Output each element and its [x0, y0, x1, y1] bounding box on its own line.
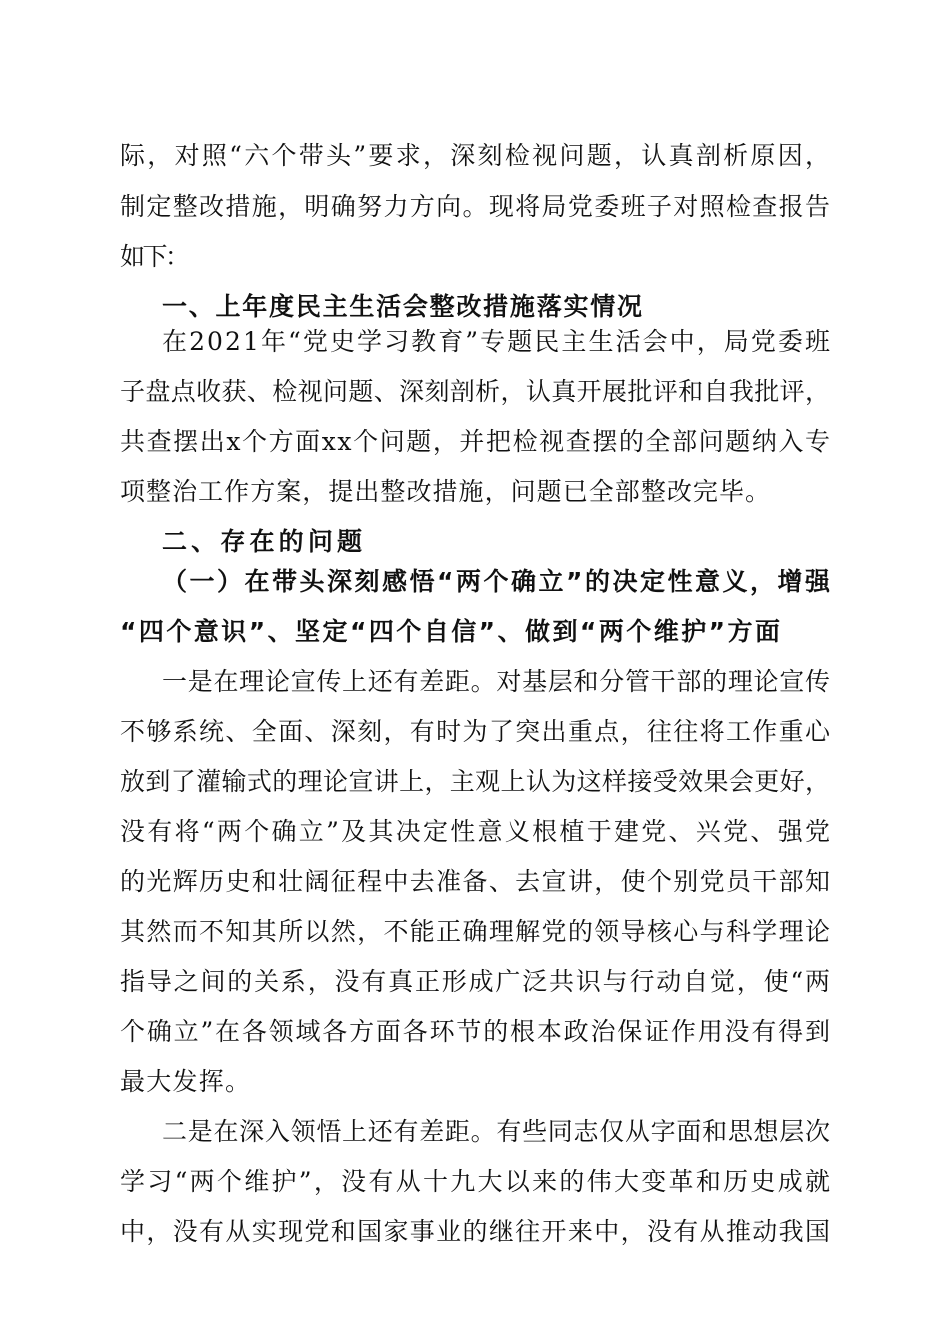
heading-text: 二、存在的问题 — [162, 527, 367, 556]
line-text: 最大发挥。 — [120, 1067, 252, 1096]
line-text: 其然而不知其所以然，不能正确理解党的领导核心与科学理论 — [120, 917, 832, 946]
line-text: 制定整改措施，明确努力方向。现将局党委班子对照检查报告 — [120, 192, 832, 221]
text-line — [0, 370, 950, 414]
text-line — [0, 910, 950, 954]
line-text: 个确立”在各领域各方面各环节的根本政治保证作用没有得到 — [120, 1017, 832, 1046]
text-line — [0, 1060, 950, 1104]
text-line — [0, 760, 950, 804]
line-text: 不够系统、全面、深刻，有时为了突出重点，往往将工作重心 — [120, 717, 832, 746]
heading-text: （一）在带头深刻感悟“两个确立”的决定性意义，增强 — [162, 567, 833, 596]
text-line — [0, 134, 950, 178]
heading-text: “四个意识”、坚定“四个自信”、做到“两个维护”方面 — [120, 617, 783, 646]
text-line — [0, 860, 950, 904]
text-line — [0, 660, 950, 704]
line-text: 子盘点收获、检视问题、深刻剖析，认真开展批评和自我批评， — [120, 377, 831, 406]
line-text: 指导之间的关系，没有真正形成广泛共识与行动自觉，使“两 — [120, 967, 832, 996]
text-line — [0, 320, 950, 364]
line-text: 共查摆出x个方面xx个问题，并把检视查摆的全部问题纳入专 — [120, 427, 832, 456]
text-line — [0, 1110, 950, 1154]
text-line — [0, 960, 950, 1004]
text-line — [0, 1010, 950, 1054]
text-line — [0, 1210, 950, 1254]
heading-text: 一、上年度民主生活会整改措施落实情况 — [162, 292, 644, 321]
subsection-heading — [0, 560, 950, 604]
text-line — [0, 235, 950, 279]
text-line — [0, 1160, 950, 1204]
line-text: 一是在理论宣传上还有差距。对基层和分管干部的理论宣传 — [162, 667, 831, 696]
line-text: 的光辉历史和壮阔征程中去准备、去宣讲，使个别党员干部知 — [120, 867, 832, 896]
line-text: 放到了灌输式的理论宣讲上，主观上认为这样接受效果会更好， — [120, 767, 831, 796]
line-text: 没有将“两个确立”及其决定性意义根植于建党、兴党、强党 — [120, 817, 833, 846]
line-text: 如下： — [120, 242, 188, 271]
text-line — [0, 470, 950, 514]
line-text: 中，没有从实现党和国家事业的继往开来中，没有从推动我国 — [120, 1217, 832, 1246]
line-text: 二是在深入领悟上还有差距。有些同志仅从字面和思想层次 — [162, 1117, 831, 1146]
text-line — [0, 810, 950, 854]
text-line — [0, 420, 950, 464]
text-line — [0, 185, 950, 229]
subsection-heading — [0, 610, 950, 654]
text-line — [0, 710, 950, 754]
line-text: 际，对照“六个带头”要求，深刻检视问题，认真剖析原因， — [120, 141, 833, 170]
line-text: 在2021年“党史学习教育”专题民主生活会中，局党委班 — [162, 327, 833, 356]
line-text: 项整治工作方案，提出整改措施，问题已全部整改完毕。 — [120, 477, 772, 506]
line-text: 学习“两个维护”，没有从十九大以来的伟大变革和历史成就 — [120, 1167, 833, 1196]
section-heading — [0, 520, 950, 564]
